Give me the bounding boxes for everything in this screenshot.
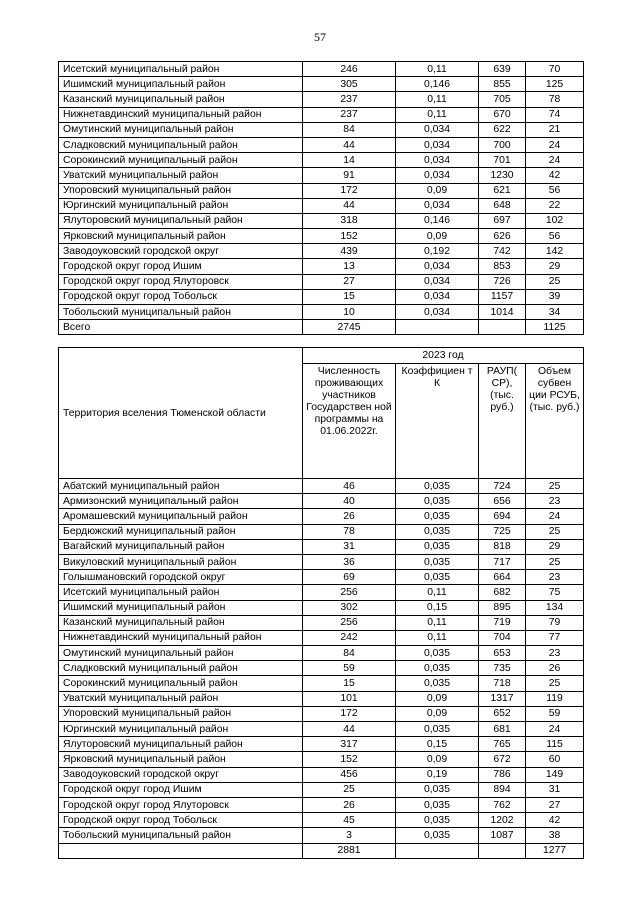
cell-raup: 894 [479,782,526,797]
cell-raup: 1087 [479,828,526,843]
cell-coef: 0,034 [396,305,479,320]
cell-count: 13 [303,259,396,274]
table-row [59,524,584,539]
cell-raup: 853 [479,259,526,274]
cell-count: 14 [303,153,396,168]
table-row [59,62,584,77]
cell-raup: 725 [479,524,526,539]
cell-count: 439 [303,244,396,259]
cell-count: 2881 [303,843,396,858]
table-row [59,122,584,137]
table-row [59,570,584,585]
cell-volume: 27 [526,797,584,812]
cell-count: 318 [303,213,396,228]
cell-raup: 1317 [479,691,526,706]
cell-coef: 0,19 [396,767,479,782]
cell-coef: 0,035 [396,828,479,843]
cell-coef: 0,034 [396,198,479,213]
cell-raup: 726 [479,274,526,289]
cell-name: Казанский муниципальный район [59,615,303,630]
cell-coef: 0,034 [396,122,479,137]
table-row [59,767,584,782]
cell-volume: 79 [526,615,584,630]
cell-count: 31 [303,539,396,554]
cell-volume: 70 [526,62,584,77]
header-volume: Объем субвен ции РСУБ, (тыс. руб.) [526,364,584,479]
cell-coef: 0,034 [396,137,479,152]
cell-volume: 75 [526,585,584,600]
cell-coef: 0,035 [396,494,479,509]
cell-name: Городской округ город Тобольск [59,289,303,304]
cell-coef: 0,034 [396,168,479,183]
cell-count: 246 [303,62,396,77]
cell-volume: 25 [526,554,584,569]
table-row [59,752,584,767]
cell-raup: 639 [479,62,526,77]
cell-raup: 652 [479,706,526,721]
table-row [59,305,584,320]
cell-volume: 25 [526,479,584,494]
cell-volume: 115 [526,737,584,752]
cell-count: 45 [303,813,396,828]
cell-coef: 0,035 [396,661,479,676]
cell-coef: 0,035 [396,479,479,494]
cell-coef: 0,11 [396,630,479,645]
cell-count: 27 [303,274,396,289]
cell-coef: 0,035 [396,676,479,691]
table-row [59,691,584,706]
table-row [59,797,584,812]
cell-volume: 25 [526,676,584,691]
table-row [59,554,584,569]
cell-volume: 31 [526,782,584,797]
cell-name: Уватский муниципальный район [59,691,303,706]
cell-volume: 25 [526,524,584,539]
cell-volume: 39 [526,289,584,304]
cell-raup: 719 [479,615,526,630]
subsidy-table-2023-body [59,479,584,859]
cell-name: Ялуторовский муниципальный район [59,737,303,752]
cell-volume: 23 [526,570,584,585]
cell-volume: 25 [526,274,584,289]
cell-count: 305 [303,77,396,92]
table-row [59,479,584,494]
table-row [59,229,584,244]
cell-name: Бердюжский муниципальный район [59,524,303,539]
cell-name: Всего [59,320,303,335]
cell-name: Упоровский муниципальный район [59,183,303,198]
cell-raup: 724 [479,479,526,494]
table-row [59,706,584,721]
cell-volume: 21 [526,122,584,137]
cell-name: Нижнетавдинский муниципальный район [59,630,303,645]
cell-coef: 0,15 [396,737,479,752]
cell-raup: 705 [479,92,526,107]
table-row [59,813,584,828]
table-row [59,320,584,335]
cell-coef: 0,11 [396,107,479,122]
table-row [59,676,584,691]
cell-coef: 0,035 [396,539,479,554]
cell-count: 456 [303,767,396,782]
cell-count: 172 [303,183,396,198]
cell-raup: 648 [479,198,526,213]
cell-count: 44 [303,722,396,737]
cell-count: 3 [303,828,396,843]
cell-coef [396,320,479,335]
cell-count: 59 [303,661,396,676]
cell-name: Нижнетавдинский муниципальный район [59,107,303,122]
cell-name: Городской округ город Ялуторовск [59,274,303,289]
cell-volume: 34 [526,305,584,320]
cell-name: Сорокинский муниципальный район [59,153,303,168]
cell-name: Юргинский муниципальный район [59,722,303,737]
cell-count: 84 [303,646,396,661]
cell-name: Городской округ город Тобольск [59,813,303,828]
cell-coef: 0,15 [396,600,479,615]
table-row [59,828,584,843]
table-row [59,782,584,797]
header-territory: Территория вселения Тюменской области [59,348,303,479]
table-row [59,168,584,183]
cell-coef: 0,035 [396,570,479,585]
cell-coef: 0,034 [396,274,479,289]
table-row [59,585,584,600]
cell-count: 69 [303,570,396,585]
header-raup: РАУП( СР), (тыс. руб.) [479,364,526,479]
cell-name: Городской округ город Ялуторовск [59,797,303,812]
cell-coef: 0,11 [396,615,479,630]
header-coef: Коэффициен т К [396,364,479,479]
cell-count: 15 [303,676,396,691]
cell-name: Ишимский муниципальный район [59,600,303,615]
cell-raup: 717 [479,554,526,569]
cell-name: Аромашевский муниципальный район [59,509,303,524]
cell-coef: 0,035 [396,722,479,737]
cell-count: 101 [303,691,396,706]
cell-name: Уватский муниципальный район [59,168,303,183]
cell-coef: 0,11 [396,62,479,77]
table-row [59,198,584,213]
table-row [59,509,584,524]
cell-volume: 24 [526,722,584,737]
cell-volume: 125 [526,77,584,92]
cell-count: 242 [303,630,396,645]
cell-name: Ишимский муниципальный район [59,77,303,92]
cell-name: Омутинский муниципальный район [59,646,303,661]
cell-raup: 895 [479,600,526,615]
cell-name: Заводоуковский городской округ [59,767,303,782]
cell-raup: 765 [479,737,526,752]
cell-volume: 102 [526,213,584,228]
cell-count: 36 [303,554,396,569]
cell-volume: 1125 [526,320,584,335]
table-row [59,259,584,274]
cell-coef: 0,035 [396,509,479,524]
cell-volume: 24 [526,153,584,168]
cell-raup [479,843,526,858]
year-header-row [59,348,584,364]
cell-count: 317 [303,737,396,752]
cell-raup: 1202 [479,813,526,828]
cell-volume: 24 [526,509,584,524]
cell-raup: 682 [479,585,526,600]
cell-name: Вагайский муниципальный район [59,539,303,554]
page-number: 57 [314,30,326,44]
cell-raup: 670 [479,107,526,122]
cell-name: Омутинский муниципальный район [59,122,303,137]
cell-coef: 0,146 [396,77,479,92]
cell-volume: 42 [526,813,584,828]
cell-name: Упоровский муниципальный район [59,706,303,721]
table-row [59,153,584,168]
cell-count: 25 [303,782,396,797]
header-year: 2023 год [303,348,584,364]
cell-coef [396,843,479,858]
cell-coef: 0,09 [396,183,479,198]
cell-raup: 762 [479,797,526,812]
cell-raup: 621 [479,183,526,198]
cell-name: Городской округ город Ишим [59,782,303,797]
cell-coef: 0,09 [396,691,479,706]
cell-count: 44 [303,137,396,152]
cell-count: 152 [303,752,396,767]
cell-coef: 0,035 [396,524,479,539]
cell-count: 91 [303,168,396,183]
table-row [59,494,584,509]
cell-volume: 59 [526,706,584,721]
cell-count: 46 [303,479,396,494]
cell-count: 172 [303,706,396,721]
cell-raup: 786 [479,767,526,782]
cell-name: Сладковский муниципальный район [59,137,303,152]
cell-count: 2745 [303,320,396,335]
cell-name [59,843,303,858]
table-row [59,737,584,752]
cell-raup: 697 [479,213,526,228]
cell-raup [479,320,526,335]
cell-count: 26 [303,797,396,812]
cell-volume: 134 [526,600,584,615]
cell-volume: 23 [526,494,584,509]
cell-raup: 700 [479,137,526,152]
cell-volume: 1277 [526,843,584,858]
cell-name: Абатский муниципальный район [59,479,303,494]
cell-coef: 0,034 [396,153,479,168]
table-row [59,107,584,122]
cell-coef: 0,11 [396,92,479,107]
cell-raup: 735 [479,661,526,676]
cell-raup: 855 [479,77,526,92]
cell-count: 78 [303,524,396,539]
table-row [59,843,584,858]
table-row [59,183,584,198]
subsidy-table-2023 [58,347,584,859]
table-row [59,289,584,304]
cell-coef: 0,035 [396,797,479,812]
cell-count: 152 [303,229,396,244]
cell-name: Тобольский муниципальный район [59,305,303,320]
cell-name: Армизонский муниципальный район [59,494,303,509]
cell-name: Исетский муниципальный район [59,62,303,77]
cell-volume: 149 [526,767,584,782]
table-row [59,244,584,259]
cell-raup: 653 [479,646,526,661]
cell-count: 256 [303,585,396,600]
cell-raup: 704 [479,630,526,645]
cell-volume: 60 [526,752,584,767]
cell-coef: 0,034 [396,259,479,274]
cell-volume: 74 [526,107,584,122]
cell-coef: 0,09 [396,752,479,767]
cell-name: Городской округ город Ишим [59,259,303,274]
cell-coef: 0,035 [396,646,479,661]
cell-volume: 119 [526,691,584,706]
table-row [59,600,584,615]
cell-count: 256 [303,615,396,630]
cell-name: Сорокинский муниципальный район [59,676,303,691]
cell-raup: 718 [479,676,526,691]
cell-raup: 622 [479,122,526,137]
cell-volume: 56 [526,229,584,244]
cell-raup: 1014 [479,305,526,320]
cell-coef: 0,034 [396,289,479,304]
cell-count: 10 [303,305,396,320]
table-row [59,630,584,645]
cell-raup: 1157 [479,289,526,304]
cell-count: 302 [303,600,396,615]
table-row [59,661,584,676]
header-count: Численность проживающих участников Государствен ной программы на 01.06.2022г. [303,364,396,479]
cell-raup: 681 [479,722,526,737]
cell-coef: 0,09 [396,229,479,244]
cell-volume: 56 [526,183,584,198]
cell-name: Сладковский муниципальный район [59,661,303,676]
table-row [59,213,584,228]
cell-count: 40 [303,494,396,509]
cell-raup: 664 [479,570,526,585]
cell-raup: 672 [479,752,526,767]
cell-coef: 0,09 [396,706,479,721]
cell-volume: 78 [526,92,584,107]
cell-volume: 23 [526,646,584,661]
cell-coef: 0,035 [396,813,479,828]
table-row [59,77,584,92]
cell-raup: 656 [479,494,526,509]
cell-coef: 0,035 [396,554,479,569]
cell-raup: 1230 [479,168,526,183]
cell-count: 237 [303,107,396,122]
table-row [59,615,584,630]
cell-name: Ярковский муниципальный район [59,229,303,244]
cell-volume: 24 [526,137,584,152]
table-row [59,539,584,554]
subsidy-table-2022-body [59,62,584,335]
cell-name: Тобольский муниципальный район [59,828,303,843]
cell-coef: 0,146 [396,213,479,228]
table-row [59,137,584,152]
table-row [59,92,584,107]
cell-volume: 29 [526,539,584,554]
cell-name: Заводоуковский городской округ [59,244,303,259]
cell-volume: 77 [526,630,584,645]
cell-name: Исетский муниципальный район [59,585,303,600]
cell-name: Ялуторовский муниципальный район [59,213,303,228]
cell-count: 26 [303,509,396,524]
cell-volume: 38 [526,828,584,843]
cell-name: Ярковский муниципальный район [59,752,303,767]
table-row [59,646,584,661]
cell-coef: 0,192 [396,244,479,259]
cell-raup: 701 [479,153,526,168]
table-row [59,274,584,289]
cell-name: Казанский муниципальный район [59,92,303,107]
cell-count: 84 [303,122,396,137]
cell-count: 15 [303,289,396,304]
cell-volume: 26 [526,661,584,676]
cell-coef: 0,11 [396,585,479,600]
cell-volume: 22 [526,198,584,213]
cell-raup: 694 [479,509,526,524]
cell-volume: 142 [526,244,584,259]
cell-volume: 29 [526,259,584,274]
cell-raup: 742 [479,244,526,259]
cell-raup: 818 [479,539,526,554]
cell-count: 44 [303,198,396,213]
cell-coef: 0,035 [396,782,479,797]
cell-count: 237 [303,92,396,107]
subsidy-table-2022 [58,61,584,335]
cell-raup: 626 [479,229,526,244]
table-row [59,722,584,737]
cell-name: Викуловский муниципальный район [59,554,303,569]
cell-name: Голышмановский городской округ [59,570,303,585]
cell-name: Юргинский муниципальный район [59,198,303,213]
cell-volume: 42 [526,168,584,183]
